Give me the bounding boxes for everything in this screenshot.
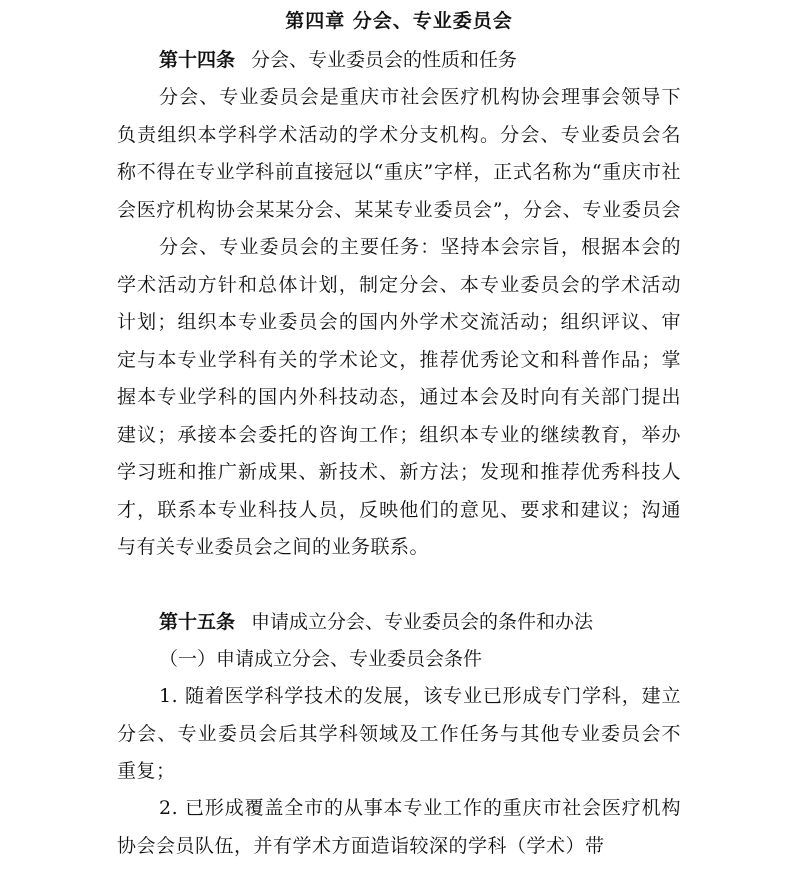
article-15-item-1: 1. 随着医学科学技术的发展，该专业已形成专门学科，建立分会、专业委员会后其学科领域及工作任务与其他专业委员会不重复； [117, 685, 681, 782]
article-15-item-2: 2. 已形成覆盖全市的从事本专业工作的重庆市社会医疗机构协会会员队伍，并有学术方面造诣较深的学科（学术）带 [117, 797, 681, 857]
article-14-title: 分会、专业委员会的性质和任务 [251, 49, 518, 71]
article-15-title: 申请成立分会、专业委员会的条件和办法 [251, 611, 594, 633]
article-15-subheading: （一）申请成立分会、专业委员会条件 [159, 648, 483, 670]
article-14-number: 第十四条 [159, 49, 236, 71]
article-15-number: 第十五条 [159, 611, 236, 633]
article-15-heading [117, 604, 681, 641]
article-14-paragraph-1: 分会、专业委员会是重庆市社会医疗机构协会理事会领导下负责组织本学科学术活动的学术分支机构。分会、专业委员会名称不得在专业学科前直接冠以“重庆”字样，正式名称为“重庆市社会医疗机构协会某某分会、某某专业委员会”，分会、专业委员会 [117, 86, 681, 221]
article-14-heading [117, 42, 681, 79]
document-page [117, 0, 681, 880]
chapter-title: 第四章 分会、专业委员会 [285, 10, 513, 32]
article-14-paragraph-2: 分会、专业委员会的主要任务：坚持本会宗旨，根据本会的学术活动方针和总体计划，制定分会、本专业委员会的学术活动计划；组织本专业委员会的国内外学术交流活动；组织评议、审定与本专业学科有关的学术论文，推荐优秀论文和科普作品；掌握本专业学科的国内外科技动态，通过本会及时向有关部门提出建议；承接本会委托的咨询工作；组织本专业的继续教育，举办学习班和推广新成果、新技术、新方法；发现和推荐优秀科技人才，联系本专业科技人员，反映他们的意见、要求和建议；沟通与有关专业委员会之间的业务联系。 [117, 236, 681, 558]
